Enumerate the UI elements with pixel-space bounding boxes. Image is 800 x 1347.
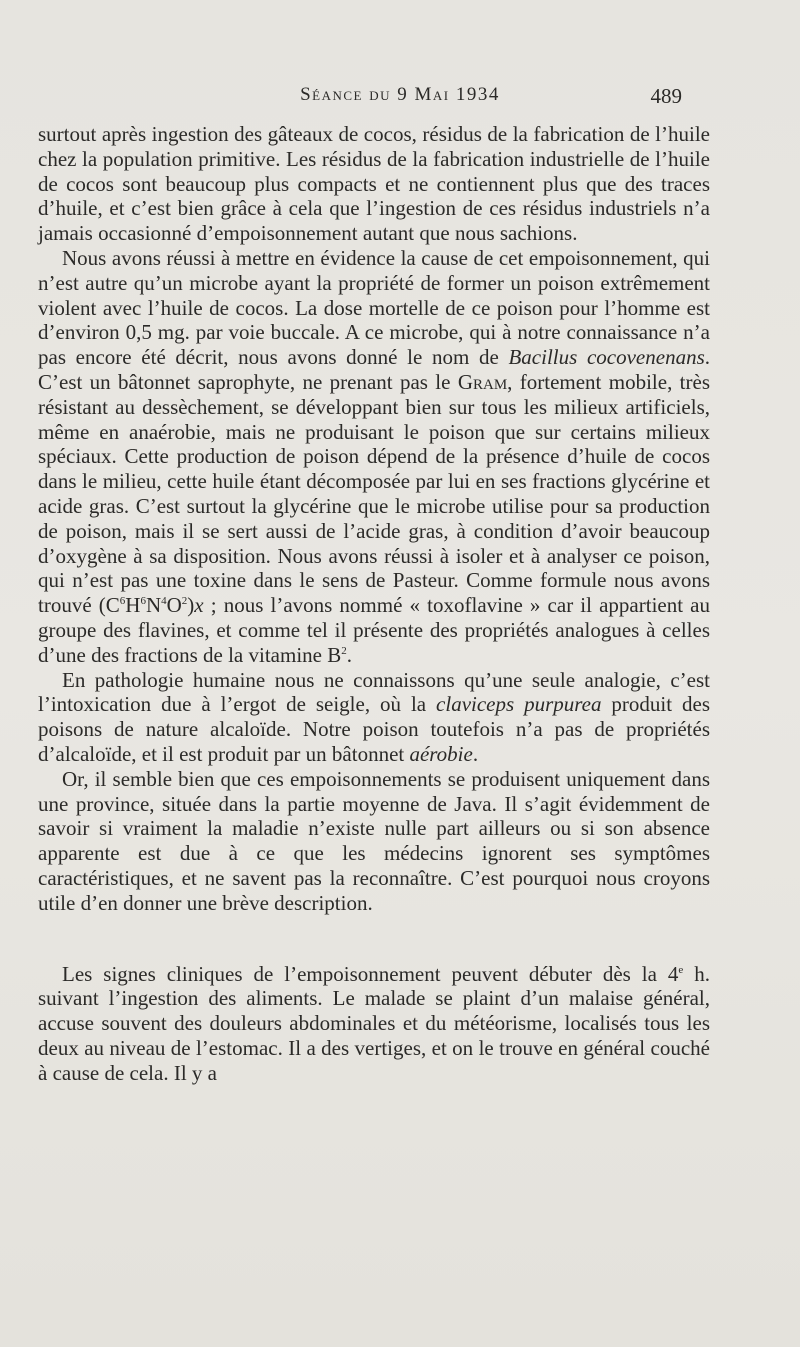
formula-element: N (145, 593, 162, 618)
paragraph-text: . C’est un bâtonnet saprophyte, ne prenant pas le (38, 345, 710, 394)
paragraph-text: produit des poisons de nature alcaloïde. Notre poison toutefois n’a pas de propriétés d’alcaloïde, et il est produit par un bâtonnet (38, 692, 711, 766)
formula-element: H (125, 593, 141, 618)
emphasis-text: aérobie (409, 741, 473, 766)
paragraph-text: Or, il semble bien que ces empoisonnements se produisent uniquement dans une province, située dans la partie moyenne de Java. Il s’agit évidemment de savoir si vraiment la maladie n’existe nulle part ailleurs ou si son absence apparente est due à ce que les médecins ignorent ses symptômes caractéristiques, et ne savent pas la reconnaître. C’est pourquoi nous croyons utile d’en donner une brève description. (38, 766, 710, 915)
ordinal-superscript: e (678, 963, 684, 976)
paragraph-text: surtout après ingestion des gâteaux de cocos, résidus de la fabrication de l’huile chez la population primitive. Les résidus de la fabrication industrielle de l’huile de cocos sont beaucoup plus compacts et ne contiennent plus que des traces d’huile, et c’est bien grâce à cela que l’ingestion de ces résidus industriels n’a jamais occasionné d’empoisonnement autant que nous sachions. (38, 122, 710, 246)
paragraph-text: h. suivant l’ingestion des aliments. Le malade se plaint d’un malaise général, accuse souvent des douleurs abdominales et du météorisme, localisés tous les deux au niveau de l’estomac. Il a des vertiges, et on le trouve en général couché à cause de cela. Il y a (38, 961, 710, 1085)
paragraph-text: Les signes cliniques de l’empoisonnement peuvent débuter dès la 4 (62, 961, 679, 986)
page-number: 489 (650, 84, 682, 108)
formula-subscript: 6 (140, 595, 146, 608)
running-title: Séance du 9 Mai 1934 (300, 84, 500, 105)
paragraph-text: En pathologie humaine nous ne connaissons qu’une seule analogie, c’est l’intoxication due à l’ergot de seigle, où la (38, 667, 710, 717)
vitamin-superscript: 2 (341, 644, 347, 657)
formula-element: O (166, 593, 182, 618)
paragraph-text: ; nous l’avons nommé « toxoflavine » car il appartient au groupe des flavines, et comme tel il présente des propriétés analogues à celles d’une des fractions de la vitamine B (38, 593, 710, 667)
body-text (38, 122, 710, 1085)
author-name: Gram (457, 369, 508, 394)
paragraph-pathologie (38, 668, 710, 767)
paragraph-text: Nous avons réussi à mettre en évidence la cause de cet empoisonnement, qui n’est autre qu’un microbe ayant la propriété de former un poison extrêmement violent avec l’huile de cocos. La dose mortelle de ce poison pour l’homme est d’environ 0,5 mg. par voie buccale. A ce microbe, qui à notre connaissance n’a pas encore été décrit, nous avons donné le nom de (38, 245, 710, 370)
species-name: Bacillus cocovenenans (508, 345, 705, 370)
formula-subscript: 6 (119, 595, 126, 608)
paragraph-text: . (472, 741, 479, 766)
paragraph-continuation (38, 122, 710, 246)
formula-variable: x (194, 593, 204, 618)
formula-subscript: 4 (161, 595, 167, 608)
paragraph-bacillus (38, 246, 710, 668)
formula-paren: ) (187, 593, 195, 618)
running-head (0, 84, 800, 114)
section-gap (38, 916, 710, 962)
paragraph-java (38, 767, 710, 916)
formula-subscript: 2 (181, 595, 188, 608)
paragraph-signes-cliniques (38, 962, 710, 1086)
paragraph-text: , fortement mobile, très résistant au dessèchement, se développant bien sur tous les milieux artificiels, même en anaérobie, mais ne produisant le poison que sur certains milieux spéciaux. Cette production de poison dépend de la présence d’huile de cocos dans le milieu, cette huile étant décomposée par lui en ses fractions glycérine et acide gras. C’est surtout la glycérine que le microbe utilise pour sa production de poison, mais il se sert aussi de l’acide gras, à condition d’avoir beaucoup d’oxygène à sa disposition. Nous avons réussi à isoler et à analyser ce poison, qui n’est pas une toxine dans le sens de Pasteur. Comme formule nous avons trouvé (C (38, 369, 710, 618)
species-name: claviceps purpurea (436, 692, 602, 717)
paragraph-text: . (346, 642, 352, 667)
